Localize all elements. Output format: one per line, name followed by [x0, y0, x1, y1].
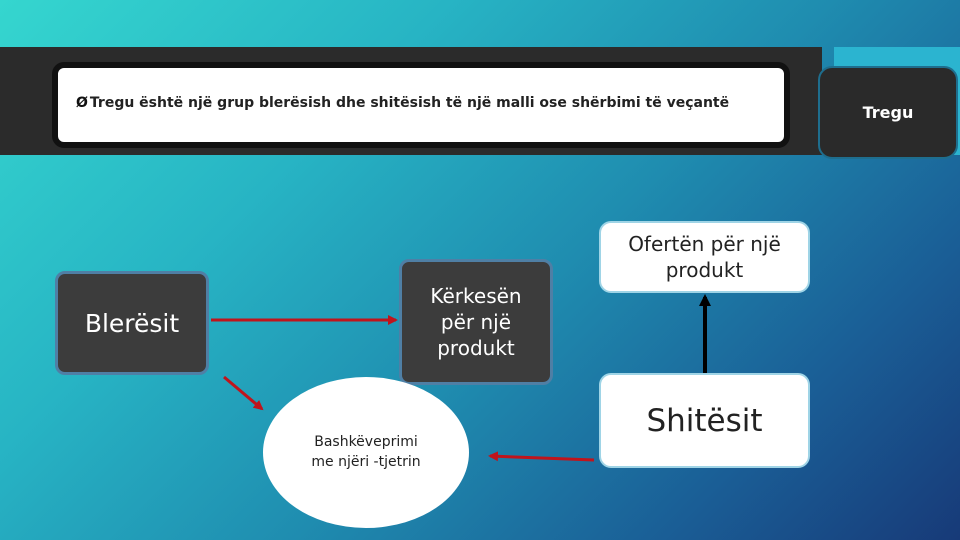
- offer-label: [628, 231, 781, 283]
- demand-box: [399, 259, 553, 385]
- demand-label: [430, 283, 521, 361]
- tregu-title: Tregu: [862, 103, 914, 122]
- interaction-label: [311, 433, 420, 472]
- buyers-box: [55, 271, 209, 375]
- offer-box: [599, 221, 810, 293]
- demand-line: për një: [440, 310, 512, 334]
- arrow-sellers-to-interaction: [490, 456, 594, 460]
- definition-statement: Tregu është një grup blerësish dhe shitësish të një malli ose shërbimi të veçantë: [89, 95, 730, 111]
- demand-line: produkt: [437, 336, 515, 360]
- buyers-label: Blerësit: [84, 308, 180, 338]
- interaction-line: me njëri -tjetrin: [311, 453, 421, 470]
- arrow-buyers-to-interaction: [224, 377, 262, 409]
- sellers-label: Shitësit: [646, 402, 763, 439]
- sellers-box: [599, 373, 810, 468]
- offer-line: produkt: [665, 258, 744, 282]
- interaction-line: Bashkëveprimi: [314, 433, 418, 450]
- interaction-circle: [263, 377, 469, 528]
- arrow-bullet-icon: Ø: [76, 95, 88, 111]
- offer-line: Ofertën për një: [628, 232, 781, 256]
- demand-line: Kërkesën: [430, 284, 522, 308]
